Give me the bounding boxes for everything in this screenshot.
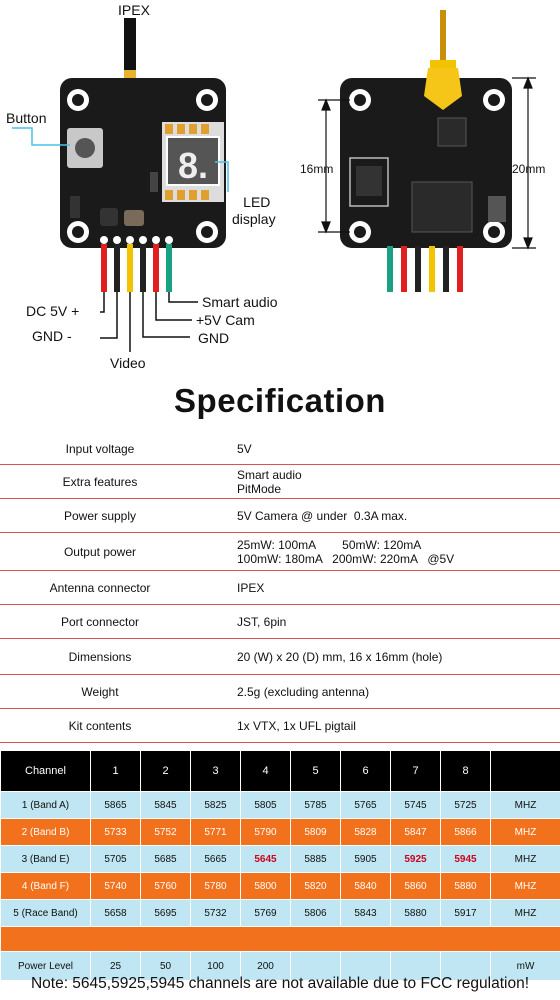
- video-label: Video: [110, 355, 146, 371]
- spec-value-line: 1x VTX, 1x UFL pigtail: [237, 718, 356, 733]
- frequency-cell: 5800: [241, 873, 291, 900]
- frequency-cell: 5790: [241, 819, 291, 846]
- spec-value-line: JST, 6pin: [237, 614, 287, 629]
- spec-value-line: IPEX: [237, 580, 265, 595]
- spec-value: [237, 581, 264, 595]
- spec-value: [237, 685, 369, 699]
- band-cell: 1 (Band A): [1, 792, 91, 819]
- header-cell: 6: [341, 751, 391, 792]
- spec-value-line: Smart audio: [237, 467, 302, 482]
- frequency-cell: 5860: [391, 873, 441, 900]
- frequency-cell: 5752: [141, 819, 191, 846]
- spec-value-line: 20 (W) x 20 (D) mm, 16 x 16mm (hole): [237, 649, 443, 664]
- header-cell: 4: [241, 751, 291, 792]
- frequency-cell: 5843: [341, 900, 391, 927]
- spec-row: [0, 571, 560, 605]
- spec-key: Extra features: [62, 474, 138, 489]
- spec-value: [237, 509, 407, 523]
- spec-table: [0, 433, 560, 743]
- page-title: Specification: [174, 382, 386, 419]
- spec-row: [0, 433, 560, 465]
- frequency-cell: 5945: [441, 846, 491, 873]
- frequency-cell: 5769: [241, 900, 291, 927]
- led-digit: 8.: [177, 145, 209, 186]
- dim-20mm-label: 20mm: [512, 162, 546, 176]
- power-cell: 25: [91, 952, 141, 981]
- frequency-cell: 5740: [91, 873, 141, 900]
- unit-cell: MHZ: [491, 900, 560, 927]
- frequency-cell: 5880: [441, 873, 491, 900]
- frequency-cell: 5665: [191, 846, 241, 873]
- frequency-cell: 5760: [141, 873, 191, 900]
- spec-value-line: PitMode: [237, 481, 282, 496]
- band-cell: 3 (Band E): [1, 846, 91, 873]
- header-cell: 3: [191, 751, 241, 792]
- spec-value: [237, 615, 286, 629]
- frequency-cell: 5905: [341, 846, 391, 873]
- spec-row: [0, 675, 560, 709]
- dc5v-label: DC 5V +: [26, 303, 80, 319]
- power-cell: 50: [141, 952, 191, 981]
- spec-key: Output power: [63, 544, 137, 559]
- smart-audio-label: Smart audio: [202, 294, 278, 310]
- band-cell: 5 (Race Band): [1, 900, 91, 927]
- power-unit-cell: mW: [491, 952, 560, 981]
- frequency-cell: 5865: [91, 792, 141, 819]
- spec-value: [237, 468, 302, 496]
- led-label-line1: LED: [243, 194, 271, 210]
- header-cell: 5: [291, 751, 341, 792]
- frequency-cell: 5820: [291, 873, 341, 900]
- frequency-cell: 5825: [191, 792, 241, 819]
- frequency-cell: 5880: [391, 900, 441, 927]
- spec-key: Port connector: [60, 614, 140, 629]
- spec-value-line: 100mW: 180mA 200mW: 220mA @5V: [237, 551, 455, 566]
- separator-cell: [1, 927, 560, 952]
- frequency-cell: 5847: [391, 819, 441, 846]
- spec-key: Weight: [81, 684, 119, 699]
- header-cell: [491, 751, 560, 792]
- frequency-cell: 5780: [191, 873, 241, 900]
- frequency-cell: 5685: [141, 846, 191, 873]
- gnd-right-label: GND: [198, 330, 230, 346]
- frequency-cell: 5806: [291, 900, 341, 927]
- spec-row: [0, 639, 560, 675]
- frequency-cell: 5725: [441, 792, 491, 819]
- frequency-cell: 5745: [391, 792, 441, 819]
- table-row: [1, 900, 560, 927]
- spec-value: [237, 442, 252, 456]
- header-cell: 1: [91, 751, 141, 792]
- frequency-cell: 5840: [341, 873, 391, 900]
- frequency-table: [0, 750, 560, 981]
- power-cell: 100: [191, 952, 241, 981]
- frequency-cell: 5809: [291, 819, 341, 846]
- frequency-cell: 5695: [141, 900, 191, 927]
- spec-row: [0, 605, 560, 639]
- frequency-cell: 5925: [391, 846, 441, 873]
- spec-value: [237, 719, 356, 733]
- spec-value: [237, 538, 454, 566]
- frequency-cell: 5658: [91, 900, 141, 927]
- band-cell: 4 (Band F): [1, 873, 91, 900]
- spec-value: [237, 650, 442, 664]
- unit-cell: MHZ: [491, 873, 560, 900]
- spec-row: [0, 533, 560, 571]
- dim-16mm-label: 16mm: [300, 162, 334, 176]
- unit-cell: MHZ: [491, 792, 560, 819]
- spec-value-line: 25mW: 100mA 50mW: 120mA: [237, 537, 422, 552]
- frequency-cell: 5866: [441, 819, 491, 846]
- header-cell: 2: [141, 751, 191, 792]
- spec-row: [0, 709, 560, 743]
- frequency-cell: 5805: [241, 792, 291, 819]
- power-cell: 200: [241, 952, 291, 981]
- separator-row: [1, 927, 560, 952]
- fcc-note: Note: 5645,5925,5945 channels are not available due to FCC regulation!: [30, 975, 530, 992]
- led-display-label: [232, 194, 276, 228]
- unit-cell: MHZ: [491, 846, 560, 873]
- spec-key: Power supply: [63, 508, 137, 523]
- unit-cell: MHZ: [491, 819, 560, 846]
- pigtail-icon: [440, 10, 446, 60]
- spec-value-line: 5V: [237, 441, 252, 456]
- frequency-cell: 5771: [191, 819, 241, 846]
- spec-key: Kit contents: [68, 718, 132, 733]
- frequency-cell: 5785: [291, 792, 341, 819]
- band-cell: 2 (Band B): [1, 819, 91, 846]
- frequency-cell: 5733: [91, 819, 141, 846]
- spec-value-line: 5V Camera @ under 0.3A max.: [237, 508, 408, 523]
- button-label: Button: [6, 110, 47, 126]
- frequency-cell: 5917: [441, 900, 491, 927]
- frequency-cell: 5732: [191, 900, 241, 927]
- gnd-left-label: GND -: [32, 328, 72, 344]
- cam5v-label: +5V Cam: [196, 312, 255, 328]
- spec-value-line: 2.5g (excluding antenna): [237, 684, 370, 699]
- board-illustration: [0, 0, 560, 380]
- table-header-row: [1, 751, 560, 792]
- table-row: [1, 846, 560, 873]
- spec-row: [0, 499, 560, 533]
- antenna-icon: [124, 18, 136, 76]
- spec-key: Antenna connector: [49, 580, 151, 595]
- power-label-cell: Power Level: [1, 952, 91, 981]
- led-label-line2: display: [232, 211, 276, 227]
- frequency-cell: 5828: [341, 819, 391, 846]
- frequency-cell: 5845: [141, 792, 191, 819]
- table-row: [1, 873, 560, 900]
- frequency-cell: 5765: [341, 792, 391, 819]
- spec-key: Input voltage: [65, 441, 135, 456]
- frequency-cell: 5705: [91, 846, 141, 873]
- spec-row: [0, 465, 560, 499]
- header-cell: 8: [441, 751, 491, 792]
- frequency-cell: 5885: [291, 846, 341, 873]
- table-row: [1, 792, 560, 819]
- table-row: [1, 819, 560, 846]
- spec-key: Dimensions: [68, 649, 132, 664]
- header-cell: 7: [391, 751, 441, 792]
- ipex-label: IPEX: [118, 2, 150, 18]
- frequency-cell: 5645: [241, 846, 291, 873]
- header-cell: Channel: [1, 751, 91, 792]
